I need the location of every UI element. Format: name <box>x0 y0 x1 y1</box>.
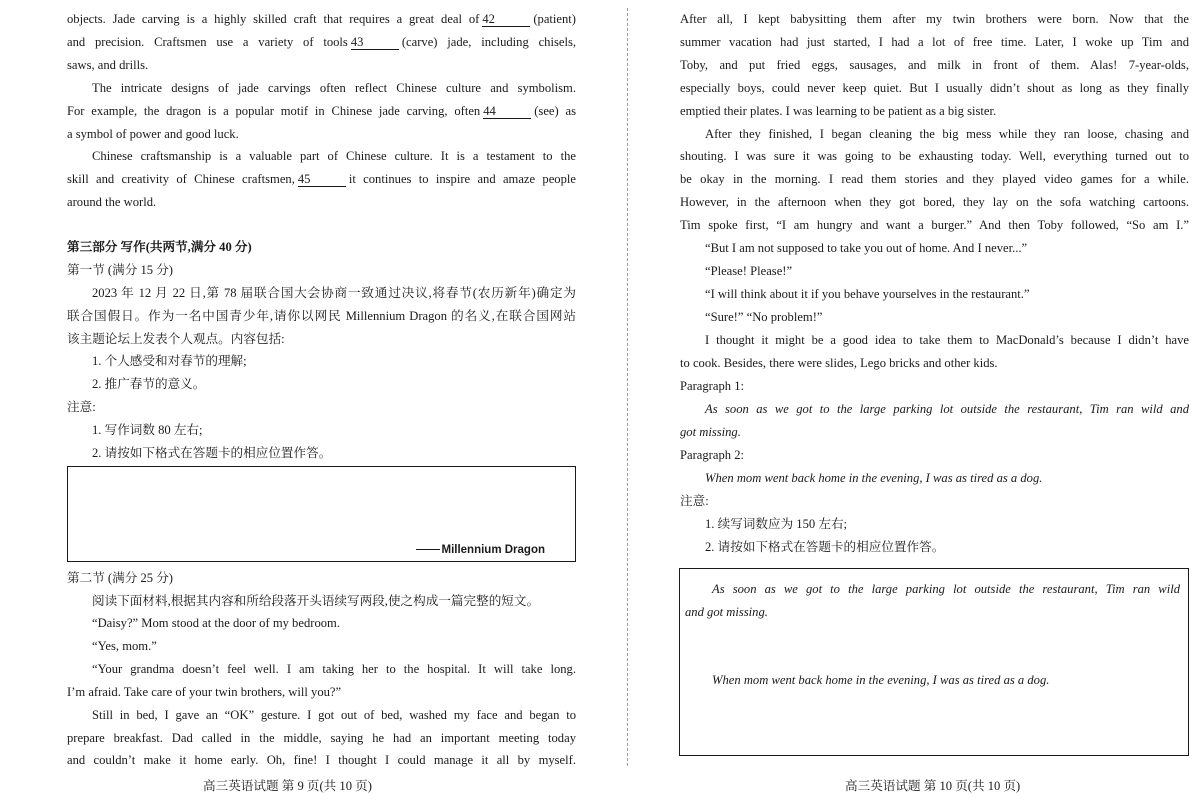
p1-line-3: saws, and drills. <box>67 58 149 72</box>
right-line-9: However, in the afternoon when they got bored, they lay on the sofa watching cartoons. <box>680 195 1189 209</box>
story-line-3: “Your grandma doesn’t feel well. I am taking her to the hospital. It will take long. <box>92 662 576 676</box>
p3-line-2 <box>67 169 576 189</box>
part3-heading: 第三部分 写作(共两节,满分 40 分) <box>67 240 252 254</box>
section1-item-1: 1. 个人感受和对春节的理解; <box>92 354 247 368</box>
p2-line-2 <box>67 101 576 121</box>
section1-item-2: 2. 推广春节的意义。 <box>92 377 206 391</box>
p3-line-1: Chinese craftsmanship is a valuable part of Chinese culture. It is a testament to the <box>92 149 576 163</box>
text-segment: For example, the dragon is a popular motif in Chinese jade carving, often <box>67 104 481 118</box>
note-label: 注意: <box>680 494 709 508</box>
story-line-2: “Yes, mom.” <box>92 639 157 653</box>
section1-text-3: 该主题论坛上发表个人观点。内容包括: <box>67 332 285 346</box>
note-label: 注意: <box>67 400 96 414</box>
right-note-1: 1. 续写词数应为 150 左右; <box>705 517 848 531</box>
paragraph-1-line-1: As soon as we got to the large parking lot outside the restaurant, Tim ran wild and <box>705 402 1189 416</box>
signature <box>416 544 546 556</box>
page-divider <box>627 8 628 766</box>
left-page-footer: 高三英语试题 第 9 页(共 10 页) <box>203 779 372 793</box>
blank-42: 42 <box>482 12 530 27</box>
section1-text-1: 2023 年 12 月 22 日,第 78 届联合国大会协商一致通过决议,将春节(农历新年)确定为 <box>92 286 576 300</box>
paragraph-1-line-2: got missing. <box>680 425 741 439</box>
signature-name: Millennium Dragon <box>441 544 545 556</box>
story-line-7: and couldn’t make it home early. Oh, fine! I thought I could manage it all by myself. <box>67 753 576 767</box>
story-line-6: prepare breakfast. Dad called in the middle, saying he had an important meeting today <box>67 731 576 745</box>
section1-note-2: 2. 请按如下格式在答题卡的相应位置作答。 <box>92 446 332 460</box>
text-segment: objects. Jade carving is a highly skilled craft that requires a great deal of <box>67 12 480 26</box>
story-line-1: “Daisy?” Mom stood at the door of my bedroom. <box>92 616 340 630</box>
box-line-1: As soon as we got to the large parking lot outside the restaurant, Tim ran wild <box>712 582 1180 596</box>
right-line-5: emptied their plates. I was learning to be patient as a big sister. <box>680 104 997 118</box>
right-line-13: “I will think about it if you behave yourselves in the restaurant.” <box>705 287 1030 301</box>
section1-text-2: 联合国假日。作为一名中国青少年,请你以网民 Millennium Dragon 的名义,在联合国网站 <box>67 309 576 323</box>
section1-note-1: 1. 写作词数 80 左右; <box>92 423 203 437</box>
text-segment: (see) as <box>534 104 576 118</box>
right-line-6: After they finished, I began cleaning the big mess while they ran loose, chasing and <box>705 127 1189 141</box>
blank-45: 45 <box>298 172 346 187</box>
right-line-1: After all, I kept babysitting them after my twin brothers were born. Now that the <box>680 12 1189 26</box>
story-line-4: I’m afraid. Take care of your twin brothers, will you?” <box>67 685 342 699</box>
p1-line-2 <box>67 32 576 52</box>
right-line-8: be okay in the morning. I read them stories and they played video games for a while. <box>680 172 1189 186</box>
section2-intro: 阅读下面材料,根据其内容和所给段落开头语续写两段,使之构成一篇完整的短文。 <box>92 594 540 608</box>
paragraph-1-label: Paragraph 1: <box>680 379 744 393</box>
right-line-14: “Sure!” “No problem!” <box>705 310 823 324</box>
right-line-11: “But I am not supposed to take you out of home. And I never...” <box>705 241 1028 255</box>
paragraph-2-label: Paragraph 2: <box>680 448 744 462</box>
box-line-2: and got missing. <box>685 605 768 619</box>
blank-44: 44 <box>483 104 531 119</box>
blank-43: 43 <box>351 35 399 50</box>
answer-box-section1 <box>67 466 576 562</box>
story-line-5: Still in bed, I gave an “OK” gesture. I got out of bed, washed my face and began to <box>92 708 576 722</box>
paragraph-2-line-1: When mom went back home in the evening, I was as tired as a dog. <box>705 471 1043 485</box>
right-page-footer: 高三英语试题 第 10 页(共 10 页) <box>845 779 1021 793</box>
box-line-3: When mom went back home in the evening, I was as tired as a dog. <box>712 673 1050 687</box>
right-line-2: summer vacation had just started, I had a lot of free time. Later, I woke up Tim and <box>680 35 1189 49</box>
text-segment: skill and creativity of Chinese craftsmen, <box>67 172 295 186</box>
right-line-10: Tim spoke first, “I am hungry and want a burger.” And then Toby followed, “So am I.” <box>680 218 1189 232</box>
text-segment: and precision. Craftsmen use a variety of tools <box>67 35 348 49</box>
section1-heading: 第一节 (满分 15 分) <box>67 263 173 277</box>
text-segment: (carve) jade, including chisels, <box>401 35 576 49</box>
right-note-2: 2. 请按如下格式在答题卡的相应位置作答。 <box>705 540 945 554</box>
right-line-7: shouting. I was sure it was going to be exhausting today. Well, everything turned out to <box>680 149 1189 163</box>
signature-dash <box>416 549 440 550</box>
section2-heading: 第二节 (满分 25 分) <box>67 571 173 585</box>
right-line-15: I thought it might be a good idea to take them to MacDonald’s because I didn’t have <box>705 333 1189 347</box>
right-line-3: Toby, and put fried eggs, sausages, and milk in front of them. Alas! 7-year-olds, <box>680 58 1189 72</box>
p1-line-1 <box>67 9 576 29</box>
p2-line-1: The intricate designs of jade carvings often reflect Chinese culture and symbolism. <box>92 81 576 95</box>
text-segment: it continues to inspire and amaze people <box>348 172 576 186</box>
text-segment: (patient) <box>533 12 576 26</box>
p2-line-3: a symbol of power and good luck. <box>67 127 239 141</box>
right-line-12: “Please! Please!” <box>705 264 793 278</box>
right-line-4: especially boys, could never keep quiet. But I usually didn’t shout as long as they finally <box>680 81 1189 95</box>
answer-box-section2 <box>679 568 1189 756</box>
p3-line-3: around the world. <box>67 195 157 209</box>
right-line-16: to cook. Besides, there were slides, Lego bricks and other kids. <box>680 356 998 370</box>
